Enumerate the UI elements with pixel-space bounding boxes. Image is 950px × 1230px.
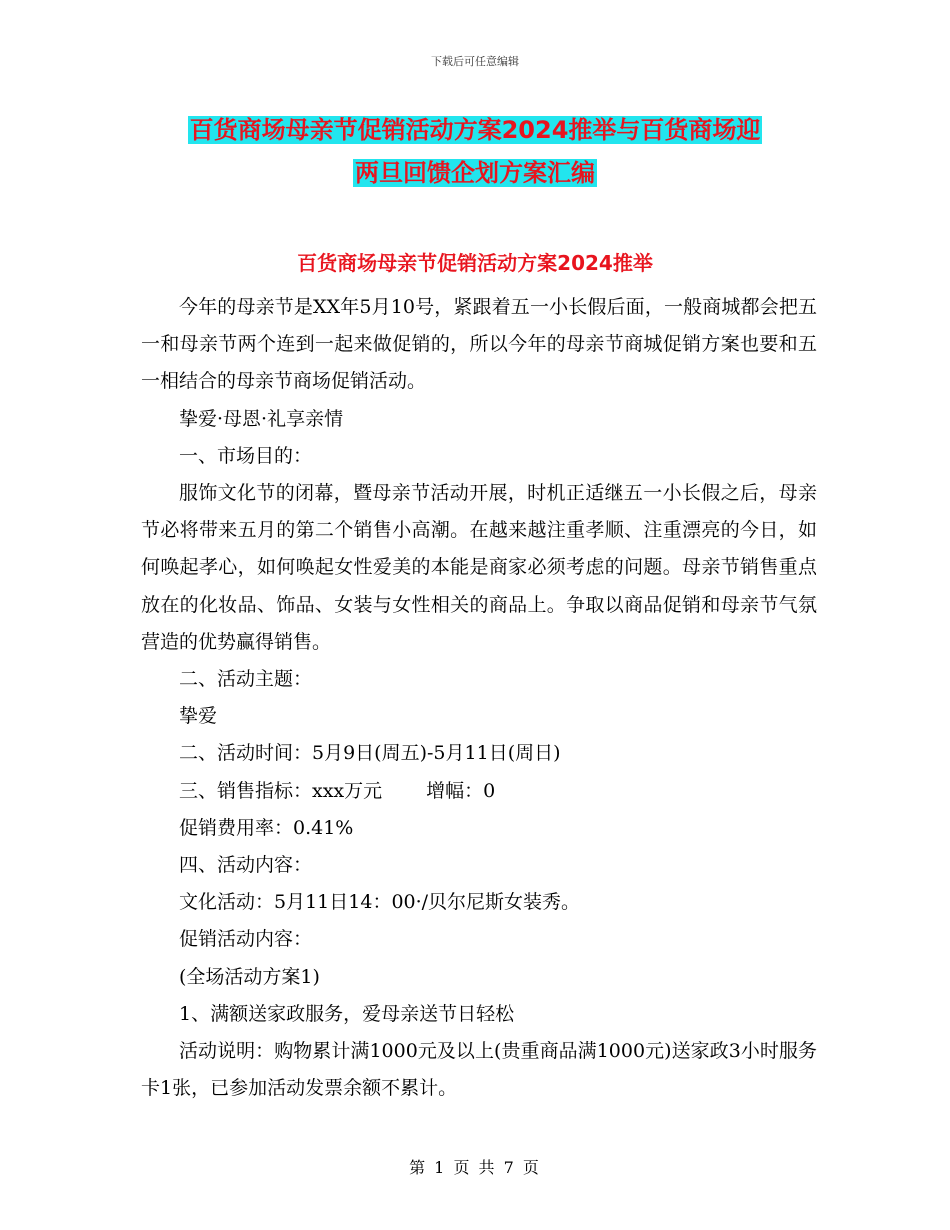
paragraph: 挚爱·母恩·礼享亲情 xyxy=(179,407,344,430)
sales-growth: 增幅：0 xyxy=(426,779,496,802)
sales-target-line xyxy=(141,773,817,810)
paragraph: 1、满额送家政服务，爱母亲送节日轻松 xyxy=(179,1002,515,1025)
section-title: 百货商场母亲节促销活动方案2024推举 xyxy=(297,251,653,275)
paragraph: 二、活动主题： xyxy=(179,668,313,691)
document-body xyxy=(141,289,817,1107)
sales-target-label: 三、销售指标：xxx万元 xyxy=(179,779,383,802)
page-footer: 第 1 页 共 7 页 xyxy=(409,1158,541,1177)
document-title-line1: 百货商场母亲节促销活动方案2024推举与百货商场迎 xyxy=(189,116,761,144)
paragraph: 服饰文化节的闭幕，暨母亲节活动开展，时机正适继五一小长假之后，母亲节必将带来五月的第二个销售小高潮。在越来越注重孝顺、注重漂亮的今日，如何唤起孝心，如何唤起女性爱美的本能是商家必须考虑的问题。母亲节销售重点放在的化妆品、饰品、女装与女性相关的商品上。争取以商品促销和母亲节气氛营造的优势赢得销售。 xyxy=(141,482,817,653)
header-note: 下载后可任意编辑 xyxy=(431,55,519,68)
paragraph: 今年的母亲节是XX年5月10号，紧跟着五一小长假后面，一般商城都会把五一和母亲节两个连到一起来做促销的，所以今年的母亲节商城促销方案也要和五一相结合的母亲节商场促销活动。 xyxy=(141,296,817,393)
document-title-line2: 两旦回馈企划方案汇编 xyxy=(355,159,595,187)
paragraph: 活动说明：购物累计满1000元及以上(贵重商品满1000元)送家政3小时服务卡1张，已参加活动发票余额不累计。 xyxy=(141,1040,817,1100)
paragraph: 文化活动：5月11日14：00·/贝尔尼斯女装秀。 xyxy=(179,891,581,914)
paragraph: 挚爱 xyxy=(179,705,218,728)
paragraph: 一、市场目的： xyxy=(179,444,313,467)
paragraph: 促销费用率：0.41% xyxy=(179,816,354,839)
paragraph: 促销活动内容： xyxy=(179,928,313,951)
paragraph: 四、活动内容： xyxy=(179,854,313,877)
paragraph: 二、活动时间：5月9日(周五)-5月11日(周日) xyxy=(179,742,561,765)
paragraph: (全场活动方案1) xyxy=(179,965,320,988)
